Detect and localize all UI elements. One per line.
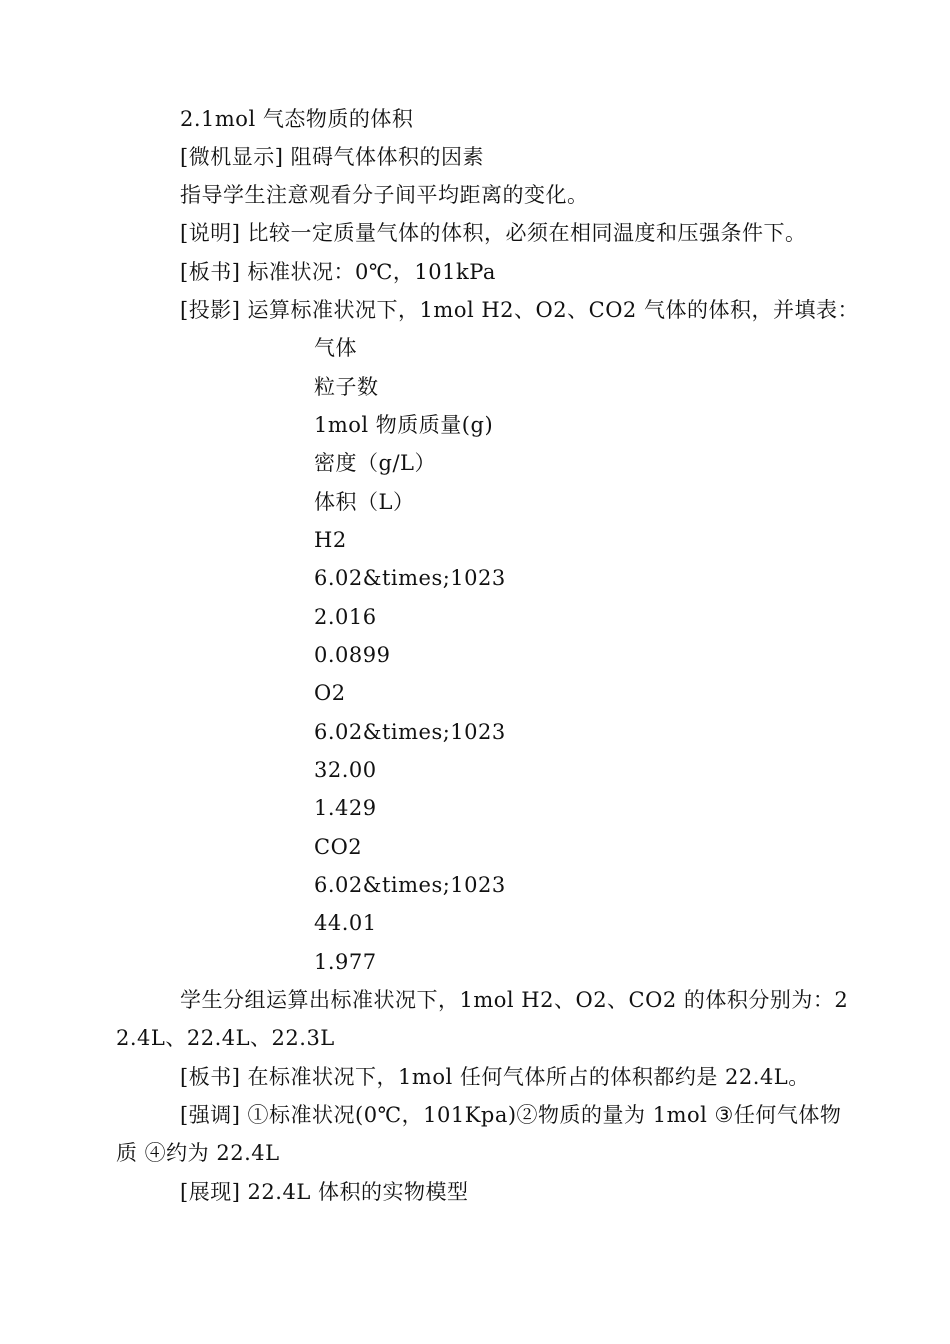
table-cell: 0.0899 bbox=[314, 643, 391, 667]
text-line: 指导学生注意观看分子间平均距离的变化。 bbox=[180, 183, 589, 207]
paragraph-line: 质 ④约为 22.4L bbox=[116, 1141, 280, 1165]
paragraph-line: [展现] 22.4L 体积的实物模型 bbox=[180, 1180, 469, 1204]
table-cell: O2 bbox=[314, 681, 346, 705]
table-cell: H2 bbox=[314, 528, 347, 552]
table-cell: 密度（g/L） bbox=[314, 451, 436, 475]
table-cell: 32.00 bbox=[314, 758, 377, 782]
table-cell: 6.02&times;1023 bbox=[314, 566, 506, 590]
paragraph-line: [板书] 在标准状况下，1mol 任何气体所占的体积都约是 22.4L。 bbox=[180, 1065, 810, 1089]
table-cell: 6.02&times;1023 bbox=[314, 720, 506, 744]
table-cell: 44.01 bbox=[314, 911, 377, 935]
paragraph-line: [强调] ①标准状况(0℃，101Kpa)②物质的量为 1mol ③任何气体物 bbox=[180, 1103, 842, 1127]
table-cell: 1.429 bbox=[314, 796, 377, 820]
section-heading: 2.1mol 气态物质的体积 bbox=[180, 107, 414, 131]
table-cell: 体积（L） bbox=[314, 490, 415, 514]
table-cell: CO2 bbox=[314, 835, 363, 859]
table-cell: 粒子数 bbox=[314, 375, 379, 399]
text-line: [板书] 标准状况：0℃，101kPa bbox=[180, 260, 496, 284]
table-cell: 气体 bbox=[314, 336, 357, 360]
text-line: [说明] 比较一定质量气体的体积，必须在相同温度和压强条件下。 bbox=[180, 221, 807, 245]
table-cell: 1mol 物质质量(g) bbox=[314, 413, 494, 437]
table-cell: 2.016 bbox=[314, 605, 377, 629]
table-cell: 6.02&times;1023 bbox=[314, 873, 506, 897]
text-line: [微机显示] 阻碍气体体积的因素 bbox=[180, 145, 485, 169]
paragraph-line: 学生分组运算出标准状况下，1mol H2、O2、CO2 的体积分别为：2 bbox=[180, 988, 849, 1012]
paragraph-line: 2.4L、22.4L、22.3L bbox=[116, 1026, 335, 1050]
text-line: [投影] 运算标准状况下，1mol H2、O2、CO2 气体的体积，并填表： bbox=[180, 298, 859, 322]
table-cell: 1.977 bbox=[314, 950, 377, 974]
